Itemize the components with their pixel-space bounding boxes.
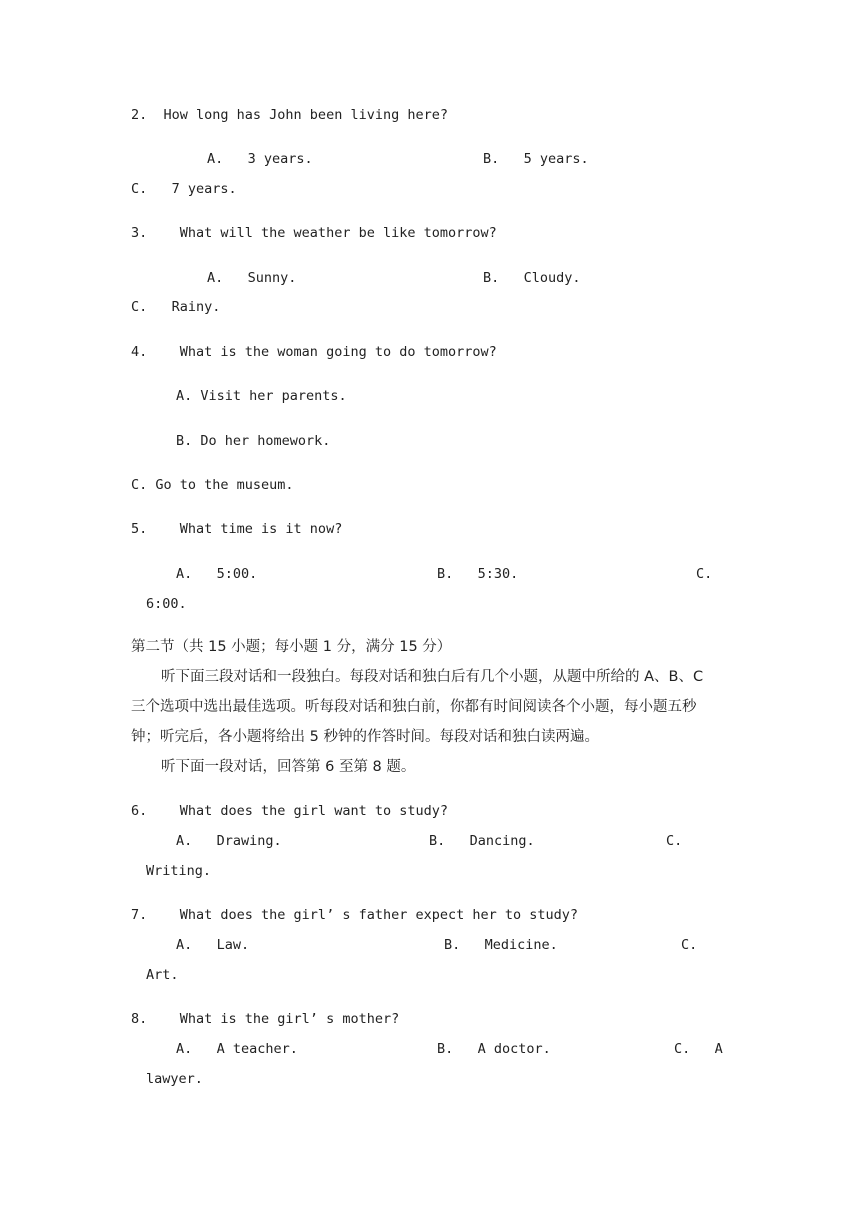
question-3-option-a: A. Sunny. <box>207 270 297 286</box>
question-4-option-b: B. Do her homework. <box>176 433 331 449</box>
question-6-option-a: A. Drawing. <box>176 833 282 849</box>
question-3-option-c: C. Rainy. <box>131 299 221 315</box>
question-5-option-a: A. 5:00. <box>176 566 258 582</box>
question-4-option-c: C. Go to the museum. <box>131 477 294 493</box>
question-5-stem: 5. What time is it now? <box>131 521 343 537</box>
question-6-option-c-label: C. <box>666 833 683 849</box>
question-8-option-a: A. A teacher. <box>176 1041 298 1057</box>
question-2-option-a: A. 3 years. <box>207 151 313 167</box>
question-7-option-c-text: Art. <box>146 967 179 983</box>
question-6-stem: 6. What does the girl want to study? <box>131 803 448 819</box>
question-6-option-b: B. Dancing. <box>429 833 535 849</box>
question-6-option-c-text: Writing. <box>146 863 212 879</box>
question-7-option-a: A. Law. <box>176 937 250 953</box>
question-5-option-c-text: 6:00. <box>146 596 187 612</box>
question-8-option-b: B. A doctor. <box>437 1041 551 1057</box>
question-2-stem: 2. How long has John been living here? <box>131 107 448 123</box>
question-4-stem: 4. What is the woman going to do tomorrow? <box>131 344 497 360</box>
section-2-instruction-line-2: 三个选项中选出最佳选项。听每段对话和独白前，你都有时间阅读各个小题，每小题五秒 <box>131 699 697 715</box>
question-3-stem: 3. What will the weather be like tomorrow? <box>131 225 497 241</box>
section-2-heading: 第二节（共 15 小题；每小题 1 分，满分 15 分） <box>131 639 452 655</box>
question-8-option-c-label: C. A <box>674 1041 723 1057</box>
question-5-option-c-label: C. <box>696 566 713 582</box>
section-2-instruction-line-1: 听下面三段对话和一段独白。每段对话和独白后有几个小题，从题中所给的 A、B、C <box>161 669 704 685</box>
question-4-option-a: A. Visit her parents. <box>176 388 347 404</box>
question-3-option-b: B. Cloudy. <box>483 270 581 286</box>
question-2-option-c: C. 7 years. <box>131 181 237 197</box>
question-5-option-b: B. 5:30. <box>437 566 519 582</box>
question-2-option-b: B. 5 years. <box>483 151 589 167</box>
question-7-option-b: B. Medicine. <box>444 937 558 953</box>
question-7-stem: 7. What does the girl’ s father expect her to study? <box>131 907 579 923</box>
question-8-option-c-text: lawyer. <box>146 1071 203 1087</box>
section-2-sub-instruction: 听下面一段对话，回答第 6 至第 8 题。 <box>161 759 416 775</box>
question-8-stem: 8. What is the girl’ s mother? <box>131 1011 400 1027</box>
question-7-option-c-label: C. <box>681 937 698 953</box>
section-2-instruction-line-3: 钟；听完后，各小题将给出 5 秒钟的作答时间。每段对话和独白读两遍。 <box>131 729 599 745</box>
